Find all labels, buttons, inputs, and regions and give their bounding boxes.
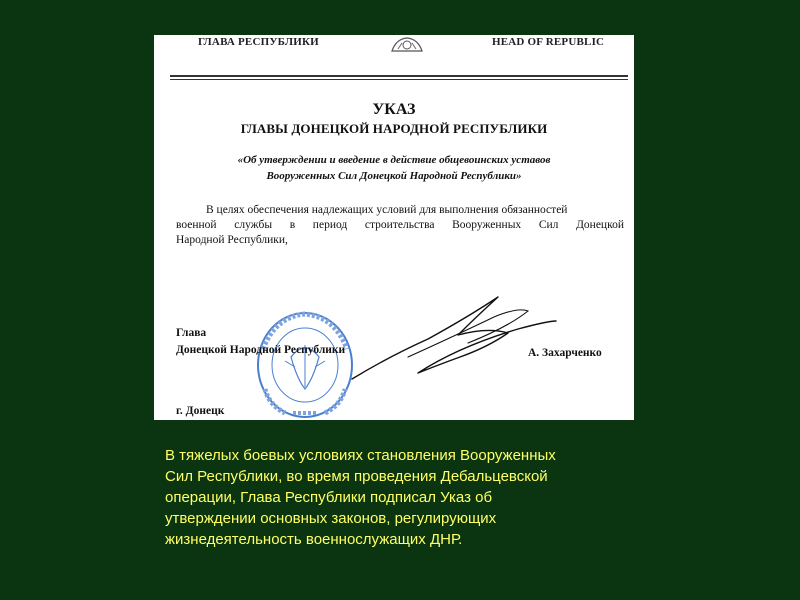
signature-title-line-2: Донецкой Народной Республики <box>176 344 346 356</box>
header-left-text: ГЛАВА РЕСПУБЛИКИ <box>198 36 319 48</box>
caption-line: В тяжелых боевых условиях становления Вооруженных <box>165 447 556 464</box>
slide-caption <box>165 445 645 550</box>
decree-document-image <box>154 35 634 420</box>
coat-of-arms-emblem-icon <box>386 35 428 53</box>
handwritten-signature <box>348 287 560 385</box>
body-text-line: Народной Республики, <box>176 234 288 246</box>
body-text-line: В целях обеспечения надлежащих условий для выполнения обязанностей <box>206 204 568 216</box>
caption-line: жизнедеятельность военнослужащих ДНР. <box>165 531 463 548</box>
decree-title: УКАЗ <box>372 101 416 118</box>
decree-subtitle-line-2: Вооруженных Сил Донецкой Народной Республики» <box>266 170 522 182</box>
city-text: г. Донецк <box>176 405 225 417</box>
caption-line: Сил Республики, во время проведения Дебальцевской <box>165 468 548 485</box>
caption-line: утверждении основных законов, регулирующих <box>165 510 497 527</box>
decree-subtitle-line-1: «Об утверждении и введение в действие общевоинских уставов <box>237 154 551 166</box>
signer-name: А. Захарченко <box>528 347 602 359</box>
body-text-line: военной службы в период строительства Вооруженных Сил Донецкой <box>176 219 624 231</box>
signature-title-line-1: Глава <box>176 327 207 339</box>
header-right-text: HEAD OF REPUBLIC <box>492 36 605 48</box>
header-divider-thin <box>170 79 628 80</box>
caption-line: операции, Глава Республики подписал Указ об <box>165 489 493 506</box>
official-seal-stamp <box>255 309 355 419</box>
header-divider <box>170 75 628 77</box>
decree-title-issuer: ГЛАВЫ ДОНЕЦКОЙ НАРОДНОЙ РЕСПУБЛИКИ <box>240 121 548 136</box>
